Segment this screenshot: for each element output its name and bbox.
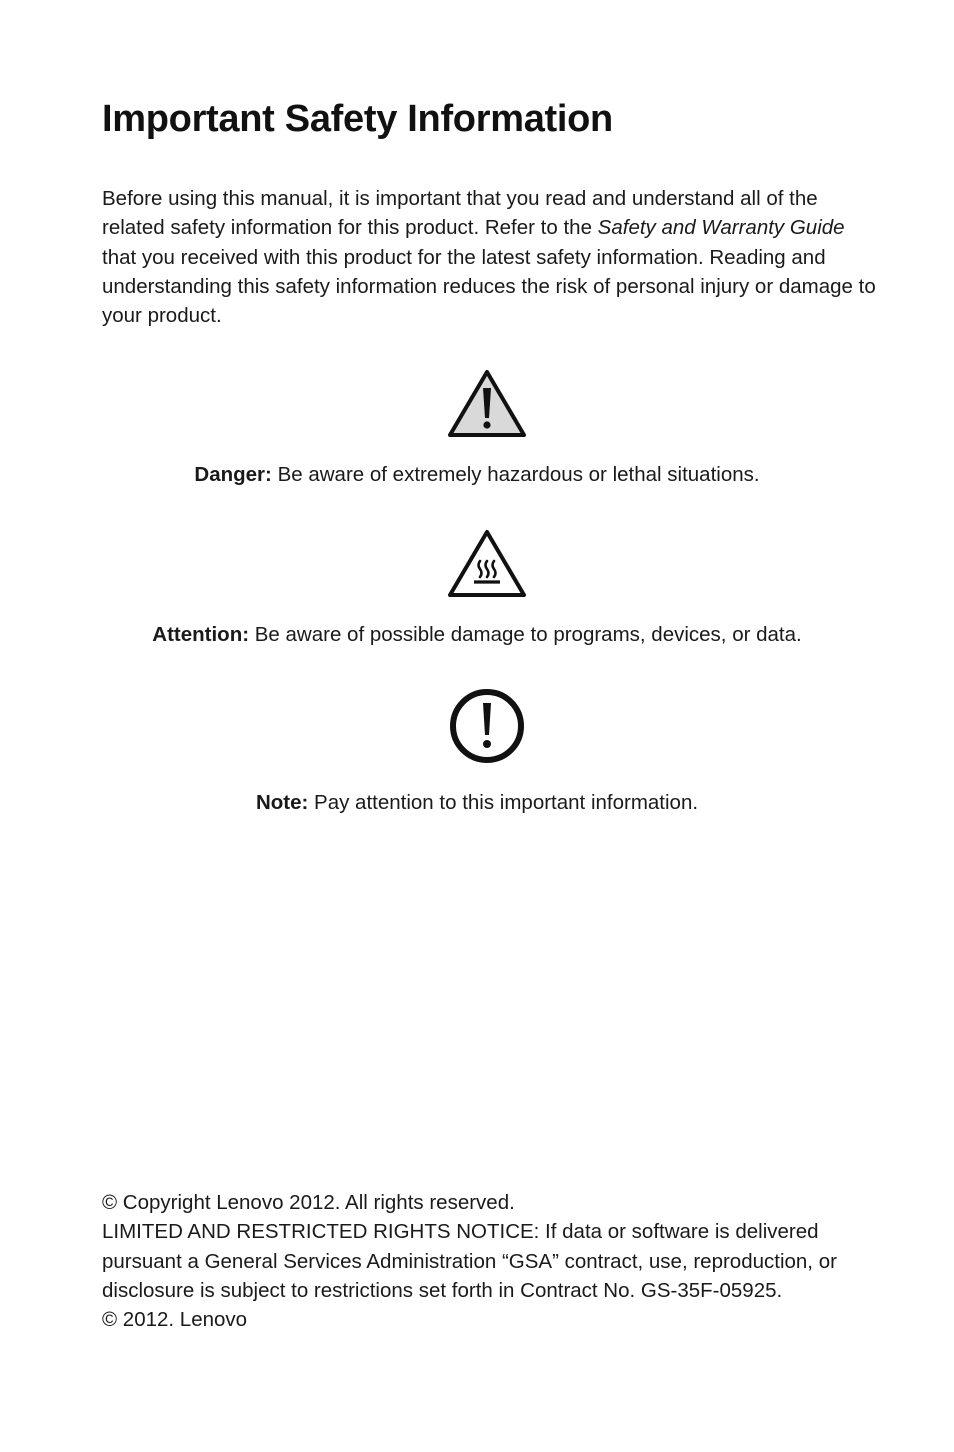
attention-label: Attention: [152,623,250,646]
danger-notice [0,462,954,488]
danger-text: Be aware of extremely hazardous or lethal situations. [271,463,760,486]
page-title: Important Safety Information [102,98,613,140]
note-text: Pay attention to this important information. [308,791,699,814]
copyright-footer [102,1188,892,1334]
intro-text-after: that you received with this product for the latest safety information. Reading and understanding this safety information reduces the risk of personal injury or damage to your product. [102,245,876,328]
danger-warning-icon [447,368,527,438]
attention-notice [0,622,954,648]
short-copyright: © 2012. Lenovo [102,1308,248,1332]
intro-text-before: Before using this manual, it is important that you read and understand all of the related safety information for this product. Refer to the [102,187,818,240]
copyright-line: © Copyright Lenovo 2012. All rights reserved. [102,1191,515,1214]
intro-paragraph [102,184,882,330]
danger-label: Danger: [194,463,272,486]
rights-notice: LIMITED AND RESTRICTED RIGHTS NOTICE: If data or software is delivered pursuant a General Services Administration “GSA” contract, use, reproduction, or disclosure is subject to restrictions set forth in Contract No. GS-35F-05925. [102,1220,837,1302]
attention-text: Be aware of possible damage to programs, devices, or data. [249,623,802,646]
exclamation-circle-icon [447,688,527,764]
note-label: Note: [255,791,309,814]
note-notice [0,790,954,816]
hot-surface-icon [447,528,527,598]
guide-title: Safety and Warranty Guide [597,216,845,240]
